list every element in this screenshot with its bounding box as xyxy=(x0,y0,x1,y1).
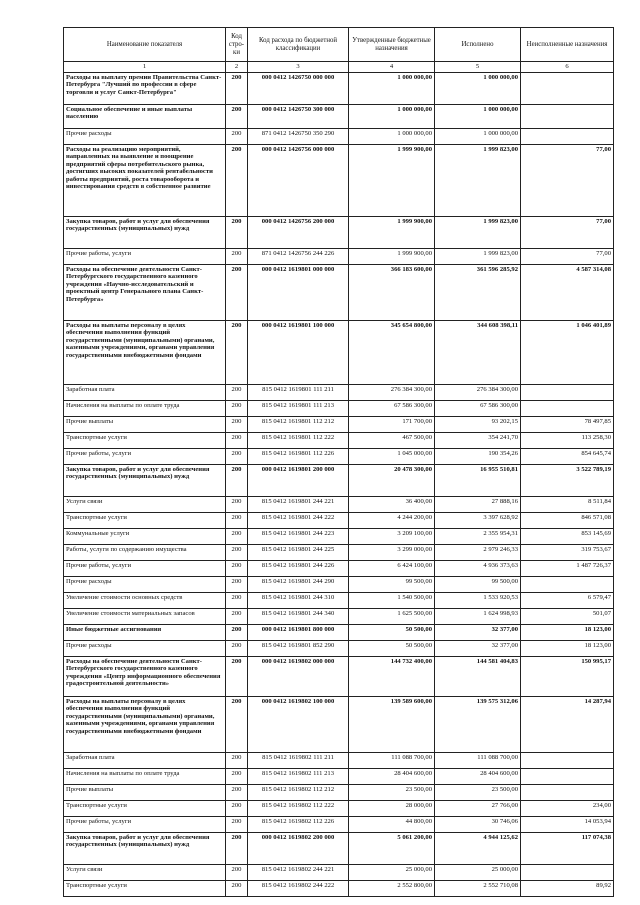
header-name: Наименование показателя xyxy=(64,28,226,62)
row-executed: 190 354,26 xyxy=(435,449,521,465)
row-line-code: 200 xyxy=(226,593,248,609)
row-name: Расходы на выплаты персоналу в целях обеспечения выполнения функций государственными (муниципальными) органами, казенными учреждениями, органами управления государственными внебюджетными фондами xyxy=(64,321,226,385)
row-executed: 354 241,70 xyxy=(435,433,521,449)
row-executed: 276 384 300,00 xyxy=(435,385,521,401)
row-budget-code: 000 0412 1426750 300 000 xyxy=(248,105,349,129)
row-name: Расходы на выплаты персоналу в целях обеспечения выполнения функций государственными (муниципальными) органами, казенными учреждениями, органами управления государственными внебюджетными фондами xyxy=(64,697,226,753)
row-executed: 2 552 710,08 xyxy=(435,881,521,897)
row-budget-code: 000 0412 1619801 100 000 xyxy=(248,321,349,385)
row-budget-code: 815 0412 1619801 244 222 xyxy=(248,513,349,529)
row-budget-code: 815 0412 1619801 111 211 xyxy=(248,385,349,401)
row-executed: 1 533 920,53 xyxy=(435,593,521,609)
row-executed: 27 766,00 xyxy=(435,801,521,817)
row-budget-code: 815 0412 1619801 112 226 xyxy=(248,449,349,465)
row-budget-code: 815 0412 1619802 112 226 xyxy=(248,817,349,833)
row-line-code: 200 xyxy=(226,265,248,321)
row-approved: 20 478 300,00 xyxy=(349,465,435,497)
row-line-code: 200 xyxy=(226,609,248,625)
row-line-code: 200 xyxy=(226,401,248,417)
table-row xyxy=(64,385,614,401)
row-approved: 67 586 300,00 xyxy=(349,401,435,417)
row-name: Транспортные услуги xyxy=(64,801,226,817)
row-budget-code: 871 0412 1426750 350 290 xyxy=(248,129,349,145)
table-row xyxy=(64,561,614,577)
row-budget-code: 000 0412 1619801 800 000 xyxy=(248,625,349,641)
row-unexecuted xyxy=(521,73,614,105)
row-executed: 1 999 823,00 xyxy=(435,217,521,249)
row-unexecuted: 501,07 xyxy=(521,609,614,625)
row-budget-code: 815 0412 1619801 244 310 xyxy=(248,593,349,609)
row-name: Заработная плата xyxy=(64,385,226,401)
row-approved: 25 000,00 xyxy=(349,865,435,881)
row-unexecuted: 14 053,94 xyxy=(521,817,614,833)
row-executed: 111 088 700,00 xyxy=(435,753,521,769)
table-row xyxy=(64,497,614,513)
row-line-code: 200 xyxy=(226,449,248,465)
row-line-code: 200 xyxy=(226,417,248,433)
row-unexecuted: 6 579,47 xyxy=(521,593,614,609)
row-name: Заработная плата xyxy=(64,753,226,769)
row-approved: 1 999 900,00 xyxy=(349,145,435,217)
table-row xyxy=(64,641,614,657)
row-name: Прочие расходы xyxy=(64,641,226,657)
row-approved: 1 999 900,00 xyxy=(349,249,435,265)
table-row xyxy=(64,465,614,497)
table-row xyxy=(64,129,614,145)
row-unexecuted: 77,00 xyxy=(521,145,614,217)
row-approved: 366 183 600,00 xyxy=(349,265,435,321)
row-executed: 1 000 000,00 xyxy=(435,129,521,145)
row-name: Социальное обеспечение и иные выплаты населению xyxy=(64,105,226,129)
row-line-code: 200 xyxy=(226,753,248,769)
row-line-code: 200 xyxy=(226,641,248,657)
table-row xyxy=(64,529,614,545)
row-executed: 27 888,16 xyxy=(435,497,521,513)
row-executed: 3 397 628,92 xyxy=(435,513,521,529)
row-approved: 28 404 600,00 xyxy=(349,769,435,785)
row-unexecuted xyxy=(521,785,614,801)
row-name: Услуги связи xyxy=(64,497,226,513)
row-approved: 1 999 900,00 xyxy=(349,217,435,249)
row-name: Иные бюджетные ассигнования xyxy=(64,625,226,641)
row-approved: 3 209 100,00 xyxy=(349,529,435,545)
row-executed: 32 377,00 xyxy=(435,625,521,641)
row-name: Расходы на выплату премии Правительства Санкт-Петербурга "Лучший по профессии в сфере торговли и услуг Санкт-Петербурга" xyxy=(64,73,226,105)
row-approved: 1 000 000,00 xyxy=(349,73,435,105)
row-budget-code: 815 0412 1619802 244 222 xyxy=(248,881,349,897)
column-number: 5 xyxy=(435,62,521,73)
row-name: Прочие работы, услуги xyxy=(64,561,226,577)
row-unexecuted: 77,00 xyxy=(521,249,614,265)
row-budget-code: 815 0412 1619801 244 290 xyxy=(248,577,349,593)
header-row xyxy=(64,28,614,62)
row-approved: 3 299 000,00 xyxy=(349,545,435,561)
row-unexecuted: 18 123,00 xyxy=(521,641,614,657)
row-executed: 2 355 954,31 xyxy=(435,529,521,545)
row-unexecuted xyxy=(521,105,614,129)
row-unexecuted xyxy=(521,865,614,881)
row-name: Закупка товаров, работ и услуг для обеспечения государственных (муниципальных) нужд xyxy=(64,217,226,249)
row-unexecuted xyxy=(521,401,614,417)
row-unexecuted: 319 753,67 xyxy=(521,545,614,561)
row-executed: 4 944 125,62 xyxy=(435,833,521,865)
row-executed: 1 624 998,93 xyxy=(435,609,521,625)
row-approved: 2 552 800,00 xyxy=(349,881,435,897)
table-row xyxy=(64,697,614,753)
row-budget-code: 815 0412 1619802 244 221 xyxy=(248,865,349,881)
row-unexecuted: 854 645,74 xyxy=(521,449,614,465)
row-name: Работы, услуги по содержанию имущества xyxy=(64,545,226,561)
row-executed: 25 000,00 xyxy=(435,865,521,881)
column-number: 6 xyxy=(521,62,614,73)
row-line-code: 200 xyxy=(226,129,248,145)
row-line-code: 200 xyxy=(226,785,248,801)
row-name: Прочие выплаты xyxy=(64,785,226,801)
row-executed: 23 500,00 xyxy=(435,785,521,801)
row-unexecuted: 89,92 xyxy=(521,881,614,897)
header-line-code: Код стро-ки xyxy=(226,28,248,62)
row-approved: 50 500,00 xyxy=(349,641,435,657)
row-line-code: 200 xyxy=(226,577,248,593)
row-approved: 28 000,00 xyxy=(349,801,435,817)
row-unexecuted: 846 571,08 xyxy=(521,513,614,529)
row-executed: 28 404 600,00 xyxy=(435,769,521,785)
row-budget-code: 000 0412 1619801 000 000 xyxy=(248,265,349,321)
row-unexecuted: 3 522 789,19 xyxy=(521,465,614,497)
row-executed: 2 979 246,33 xyxy=(435,545,521,561)
row-approved: 5 061 200,00 xyxy=(349,833,435,865)
table-row xyxy=(64,833,614,865)
row-unexecuted: 18 123,00 xyxy=(521,625,614,641)
row-line-code: 200 xyxy=(226,529,248,545)
table-row xyxy=(64,249,614,265)
table-row xyxy=(64,625,614,641)
table-row xyxy=(64,769,614,785)
row-budget-code: 815 0412 1619802 112 222 xyxy=(248,801,349,817)
row-line-code: 200 xyxy=(226,105,248,129)
table-row xyxy=(64,609,614,625)
column-number: 3 xyxy=(248,62,349,73)
header-executed: Исполнено xyxy=(435,28,521,62)
row-executed: 1 000 000,00 xyxy=(435,105,521,129)
row-name: Транспортные услуги xyxy=(64,881,226,897)
row-approved: 23 500,00 xyxy=(349,785,435,801)
row-approved: 4 244 200,00 xyxy=(349,513,435,529)
row-budget-code: 815 0412 1619801 244 223 xyxy=(248,529,349,545)
row-approved: 467 500,00 xyxy=(349,433,435,449)
row-budget-code: 815 0412 1619802 112 212 xyxy=(248,785,349,801)
row-executed: 99 500,00 xyxy=(435,577,521,593)
row-line-code: 200 xyxy=(226,465,248,497)
row-budget-code: 815 0412 1619801 244 225 xyxy=(248,545,349,561)
row-approved: 44 800,00 xyxy=(349,817,435,833)
table-row xyxy=(64,785,614,801)
row-line-code: 200 xyxy=(226,817,248,833)
row-approved: 345 654 800,00 xyxy=(349,321,435,385)
row-approved: 1 045 000,00 xyxy=(349,449,435,465)
table-row xyxy=(64,817,614,833)
row-line-code: 200 xyxy=(226,625,248,641)
row-approved: 1 000 000,00 xyxy=(349,105,435,129)
row-name: Прочие выплаты xyxy=(64,417,226,433)
row-budget-code: 000 0412 1619802 100 000 xyxy=(248,697,349,753)
row-budget-code: 000 0412 1619802 000 000 xyxy=(248,657,349,697)
table-row xyxy=(64,545,614,561)
row-budget-code: 815 0412 1619801 112 212 xyxy=(248,417,349,433)
table-row xyxy=(64,401,614,417)
row-line-code: 200 xyxy=(226,865,248,881)
row-unexecuted xyxy=(521,769,614,785)
row-executed: 93 202,15 xyxy=(435,417,521,433)
row-approved: 144 732 400,00 xyxy=(349,657,435,697)
row-line-code: 200 xyxy=(226,249,248,265)
table-row xyxy=(64,265,614,321)
table-body xyxy=(64,73,614,897)
table-row xyxy=(64,433,614,449)
row-line-code: 200 xyxy=(226,145,248,217)
table-row xyxy=(64,577,614,593)
table-row xyxy=(64,449,614,465)
header-unexecuted: Неисполненные назначения xyxy=(521,28,614,62)
row-name: Расходы на реализацию мероприятий, направленных на выявление и поощрение предприятий сферы потребительского рынка, достигших высоких показателей рентабельности работы предприятий, роста товарооборота и инвестирования средств в собственное развитие xyxy=(64,145,226,217)
column-number: 2 xyxy=(226,62,248,73)
row-budget-code: 815 0412 1619802 111 211 xyxy=(248,753,349,769)
row-budget-code: 871 0412 1426756 244 226 xyxy=(248,249,349,265)
row-name: Увеличение стоимости материальных запасов xyxy=(64,609,226,625)
row-name: Услуги связи xyxy=(64,865,226,881)
row-name: Коммунальные услуги xyxy=(64,529,226,545)
row-name: Прочие работы, услуги xyxy=(64,449,226,465)
table-row xyxy=(64,321,614,385)
row-executed: 30 746,06 xyxy=(435,817,521,833)
column-number: 1 xyxy=(64,62,226,73)
row-name: Закупка товаров, работ и услуг для обеспечения государственных (муниципальных) нужд xyxy=(64,465,226,497)
row-budget-code: 815 0412 1619801 111 213 xyxy=(248,401,349,417)
row-line-code: 200 xyxy=(226,73,248,105)
table-row xyxy=(64,593,614,609)
table-row xyxy=(64,217,614,249)
row-approved: 111 088 700,00 xyxy=(349,753,435,769)
row-line-code: 200 xyxy=(226,833,248,865)
row-approved: 139 589 600,00 xyxy=(349,697,435,753)
table-row xyxy=(64,145,614,217)
row-executed: 139 575 312,06 xyxy=(435,697,521,753)
column-number: 4 xyxy=(349,62,435,73)
row-approved: 171 700,00 xyxy=(349,417,435,433)
row-approved: 1 625 500,00 xyxy=(349,609,435,625)
row-budget-code: 000 0412 1426756 000 000 xyxy=(248,145,349,217)
column-number-row xyxy=(64,62,614,73)
header-budget-code: Код расхода по бюджетной классификации xyxy=(248,28,349,62)
row-budget-code: 815 0412 1619801 244 221 xyxy=(248,497,349,513)
row-approved: 276 384 300,00 xyxy=(349,385,435,401)
expenditure-table xyxy=(63,27,614,897)
row-unexecuted: 4 587 314,08 xyxy=(521,265,614,321)
row-executed: 4 936 373,63 xyxy=(435,561,521,577)
table-row xyxy=(64,801,614,817)
row-executed: 1 999 823,00 xyxy=(435,249,521,265)
row-budget-code: 000 0412 1426750 000 000 xyxy=(248,73,349,105)
row-executed: 16 955 510,81 xyxy=(435,465,521,497)
row-approved: 36 400,00 xyxy=(349,497,435,513)
row-line-code: 200 xyxy=(226,545,248,561)
row-budget-code: 815 0412 1619801 244 340 xyxy=(248,609,349,625)
row-name: Прочие работы, услуги xyxy=(64,817,226,833)
row-unexecuted: 78 497,85 xyxy=(521,417,614,433)
row-executed: 144 581 404,83 xyxy=(435,657,521,697)
row-unexecuted: 150 995,17 xyxy=(521,657,614,697)
row-unexecuted: 1 046 401,89 xyxy=(521,321,614,385)
row-name: Транспортные услуги xyxy=(64,513,226,529)
row-approved: 99 500,00 xyxy=(349,577,435,593)
row-name: Прочие расходы xyxy=(64,129,226,145)
row-executed: 1 999 823,00 xyxy=(435,145,521,217)
row-line-code: 200 xyxy=(226,433,248,449)
row-approved: 50 500,00 xyxy=(349,625,435,641)
row-budget-code: 815 0412 1619801 112 222 xyxy=(248,433,349,449)
row-executed: 1 000 000,00 xyxy=(435,73,521,105)
row-executed: 67 586 300,00 xyxy=(435,401,521,417)
table-row xyxy=(64,881,614,897)
row-name: Прочие работы, услуги xyxy=(64,249,226,265)
table-row xyxy=(64,73,614,105)
row-unexecuted: 14 287,94 xyxy=(521,697,614,753)
row-line-code: 200 xyxy=(226,881,248,897)
row-unexecuted: 113 258,30 xyxy=(521,433,614,449)
row-unexecuted: 77,00 xyxy=(521,217,614,249)
row-budget-code: 000 0412 1619801 200 000 xyxy=(248,465,349,497)
row-unexecuted xyxy=(521,129,614,145)
row-name: Начисления на выплаты по оплате труда xyxy=(64,401,226,417)
row-unexecuted: 8 511,84 xyxy=(521,497,614,513)
row-unexecuted: 234,00 xyxy=(521,801,614,817)
row-line-code: 200 xyxy=(226,385,248,401)
row-executed: 32 377,00 xyxy=(435,641,521,657)
row-line-code: 200 xyxy=(226,657,248,697)
row-line-code: 200 xyxy=(226,561,248,577)
table-row xyxy=(64,513,614,529)
row-unexecuted xyxy=(521,577,614,593)
row-name: Транспортные услуги xyxy=(64,433,226,449)
row-line-code: 200 xyxy=(226,217,248,249)
row-line-code: 200 xyxy=(226,801,248,817)
row-line-code: 200 xyxy=(226,321,248,385)
row-unexecuted: 853 145,69 xyxy=(521,529,614,545)
row-approved: 6 424 100,00 xyxy=(349,561,435,577)
row-name: Расходы на обеспечение деятельности Санкт-Петербургского государственного казенного учреждения «Научно-исследовательский и проектный центр Генерального плана Санкт-Петербурга» xyxy=(64,265,226,321)
row-unexecuted: 117 074,38 xyxy=(521,833,614,865)
row-line-code: 200 xyxy=(226,513,248,529)
row-line-code: 200 xyxy=(226,497,248,513)
row-name: Начисления на выплаты по оплате труда xyxy=(64,769,226,785)
row-name: Закупка товаров, работ и услуг для обеспечения государственных (муниципальных) нужд xyxy=(64,833,226,865)
table-row xyxy=(64,105,614,129)
row-unexecuted xyxy=(521,385,614,401)
row-name: Увеличение стоимости основных средств xyxy=(64,593,226,609)
table-row xyxy=(64,865,614,881)
table-row xyxy=(64,753,614,769)
table-row xyxy=(64,657,614,697)
row-executed: 361 596 285,92 xyxy=(435,265,521,321)
table-row xyxy=(64,417,614,433)
row-name: Расходы на обеспечение деятельности Санкт-Петербургского государственного казенного учреждения «Центр информационного обеспечения градостроительной деятельности» xyxy=(64,657,226,697)
row-budget-code: 000 0412 1426756 200 000 xyxy=(248,217,349,249)
budget-execution-report xyxy=(63,27,613,897)
row-approved: 1 000 000,00 xyxy=(349,129,435,145)
row-approved: 1 540 500,00 xyxy=(349,593,435,609)
row-budget-code: 815 0412 1619801 244 226 xyxy=(248,561,349,577)
row-budget-code: 000 0412 1619802 200 000 xyxy=(248,833,349,865)
header-approved: Утвержденные бюджетные назначения xyxy=(349,28,435,62)
row-budget-code: 815 0412 1619802 111 213 xyxy=(248,769,349,785)
row-name: Прочие расходы xyxy=(64,577,226,593)
row-unexecuted: 1 487 726,37 xyxy=(521,561,614,577)
row-unexecuted xyxy=(521,753,614,769)
row-budget-code: 815 0412 1619801 852 290 xyxy=(248,641,349,657)
row-executed: 344 608 398,11 xyxy=(435,321,521,385)
row-line-code: 200 xyxy=(226,697,248,753)
row-line-code: 200 xyxy=(226,769,248,785)
